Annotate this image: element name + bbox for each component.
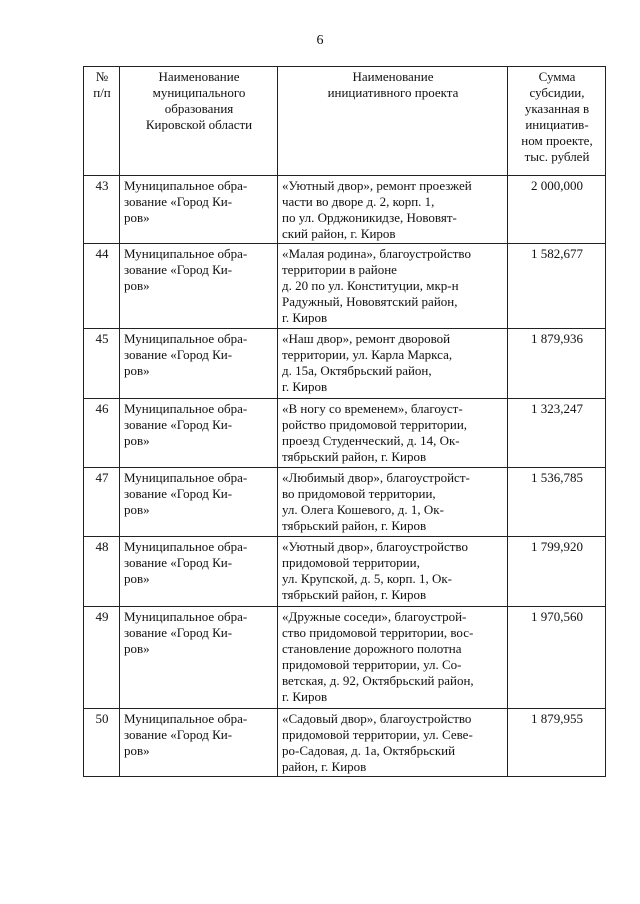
- table-header-row: [84, 67, 606, 176]
- row-number: 48: [84, 537, 120, 607]
- subsidy-amount: 1 970,560: [508, 607, 606, 709]
- table-row: [84, 607, 606, 709]
- project-name: «Дружные соседи», благоустрой- ство придомовой территории, вос- становление дорожного полотна придомовой территории, ул. Со- ветская, д. 92, Октябрьский район, г. Киров: [278, 607, 508, 709]
- row-number: 46: [84, 399, 120, 468]
- municipality-name: Муниципальное обра- зование «Город Ки- ров»: [120, 607, 278, 709]
- municipality-name: Муниципальное обра- зование «Город Ки- ров»: [120, 468, 278, 537]
- project-name: «Малая родина», благоустройство территории в районе д. 20 по ул. Конституции, мкр-н Радужный, Нововятский район, г. Киров: [278, 244, 508, 329]
- municipality-name: Муниципальное обра- зование «Город Ки- ров»: [120, 176, 278, 244]
- table-row: [84, 244, 606, 329]
- table-row: [84, 329, 606, 399]
- subsidy-amount: 1 879,955: [508, 709, 606, 777]
- project-name: «В ногу со временем», благоуст- ройство придомовой территории, проезд Студенческий, д. 14, Ок- тябрьский район, г. Киров: [278, 399, 508, 468]
- row-number: 44: [84, 244, 120, 329]
- municipality-name: Муниципальное обра- зование «Город Ки- ров»: [120, 537, 278, 607]
- project-name: «Уютный двор», благоустройство придомовой территории, ул. Крупской, д. 5, корп. 1, Ок- тябрьский район, г. Киров: [278, 537, 508, 607]
- table-row: [84, 468, 606, 537]
- subsidy-amount: 1 799,920: [508, 537, 606, 607]
- project-name: «Любимый двор», благоустройст- во придомовой территории, ул. Олега Кошевого, д. 1, Ок- тябрьский район, г. Киров: [278, 468, 508, 537]
- header-municipality: Наименование муниципального образования Кировской области: [120, 67, 278, 176]
- municipality-name: Муниципальное обра- зование «Город Ки- ров»: [120, 709, 278, 777]
- project-name: «Наш двор», ремонт дворовой территории, ул. Карла Маркса, д. 15а, Октябрьский район, г. Киров: [278, 329, 508, 399]
- row-number: 43: [84, 176, 120, 244]
- subsidy-amount: 1 536,785: [508, 468, 606, 537]
- row-number: 49: [84, 607, 120, 709]
- subsidy-amount: 2 000,000: [508, 176, 606, 244]
- row-number: 47: [84, 468, 120, 537]
- municipality-name: Муниципальное обра- зование «Город Ки- ров»: [120, 329, 278, 399]
- table-row: [84, 537, 606, 607]
- row-number: 50: [84, 709, 120, 777]
- table-row: [84, 399, 606, 468]
- header-project: Наименование инициативного проекта: [278, 67, 508, 176]
- project-name: «Уютный двор», ремонт проезжей части во дворе д. 2, корп. 1, по ул. Орджоникидзе, Нововят- ский район, г. Киров: [278, 176, 508, 244]
- municipality-name: Муниципальное обра- зование «Город Ки- ров»: [120, 244, 278, 329]
- subsidy-amount: 1 879,936: [508, 329, 606, 399]
- subsidy-amount: 1 582,677: [508, 244, 606, 329]
- municipality-name: Муниципальное обра- зование «Город Ки- ров»: [120, 399, 278, 468]
- table-row: [84, 709, 606, 777]
- table-row: [84, 176, 606, 244]
- page-number: 6: [316, 33, 324, 48]
- subsidy-table: [83, 66, 606, 777]
- project-name: «Садовый двор», благоустройство придомовой территории, ул. Севе- ро-Садовая, д. 1а, Октябрьский район, г. Киров: [278, 709, 508, 777]
- row-number: 45: [84, 329, 120, 399]
- header-subsidy-amount: Сумма субсидии, указанная в инициатив- ном проекте, тыс. рублей: [508, 67, 606, 176]
- header-number: № п/п: [84, 67, 120, 176]
- subsidy-amount: 1 323,247: [508, 399, 606, 468]
